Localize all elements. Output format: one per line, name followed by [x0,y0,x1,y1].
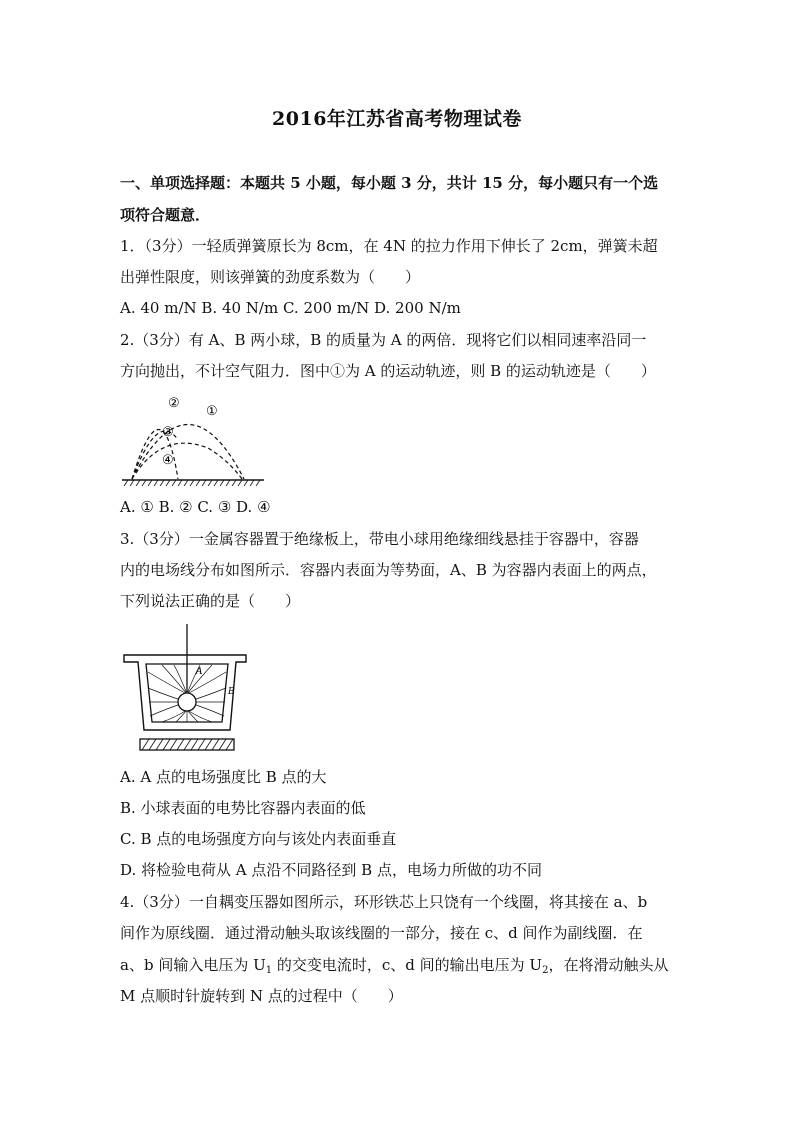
label-trajectory-1: ① [206,404,218,419]
q2-options: A. ① B. ② C. ③ D. ④ [120,498,271,516]
q4-line4: M 点顺时针旋转到 N 点的过程中（ ） [120,987,403,1005]
q2-line1: 2.（3分）有 A、B 两小球，B 的质量为 A 的两倍．现将它们以相同速率沿同一 [120,331,647,349]
q3-option-c: C. B 点的电场强度方向与该处内表面垂直 [120,830,397,848]
label-trajectory-2: ② [168,396,180,411]
section-heading-line2: 项符合题意． [120,206,211,224]
q2-line2: 方向抛出，不计空气阻力．图中①为 A 的运动轨迹，则 B 的运动轨迹是（ ） [120,362,656,380]
q4-line1: 4.（3分）一自耦变压器如图所示，环形铁芯上只饶有一个线圈，将其接在 a、b [120,893,648,911]
trajectory-1 [132,425,244,480]
q3-option-b: B. 小球表面的电势比容器内表面的低 [120,799,366,817]
q3-option-a: A. A 点的电场强度比 B 点的大 [120,768,327,786]
q3-option-d: D. 将检验电荷从 A 点沿不同路径到 B 点，电场力所做的功不同 [120,861,542,879]
page-title: 2016年江苏省高考物理试卷 [272,108,522,130]
trajectory-figure [118,390,268,490]
q1-options: A. 40 m/N B. 40 N/m C. 200 m/N D. 200 N/m [120,299,461,317]
q1-line1: 1．（3分）一轻质弹簧原长为 8cm，在 4N 的拉力作用下伸长了 2cm，弹簧未超 [120,237,658,255]
label-point-a: A [196,667,203,677]
q3-line3: 下列说法正确的是（ ） [120,592,301,610]
q4-line2: 间作为原线圈．通过滑动触头取该线圈的一部分，接在 c、d 间作为副线圈．在 [120,924,643,942]
q3-line2: 内的电场线分布如图所示．容器内表面为等势面，A、B 为容器内表面上的两点， [120,561,657,579]
label-trajectory-3: ③ [162,425,174,440]
q4-line3: a、b 间输入电压为 $U_1$ 的交变电流时，c、d 间的输出电压为 $U_2$，在将滑动触头从 [120,956,669,976]
container-field-figure [118,622,250,754]
section-heading-line1: 一、单项选择题：本题共 5 小题，每小题 3 分，共计 15 分，每小题只有一个选 [120,174,659,192]
label-point-b: B [228,687,235,697]
q3-line1: 3.（3分）一金属容器置于绝缘板上，带电小球用绝缘细线悬挂于容器中，容器 [120,530,639,548]
label-trajectory-4: ④ [162,453,174,468]
q1-line2: 出弹性限度，则该弹簧的劲度系数为（ ） [120,268,421,286]
